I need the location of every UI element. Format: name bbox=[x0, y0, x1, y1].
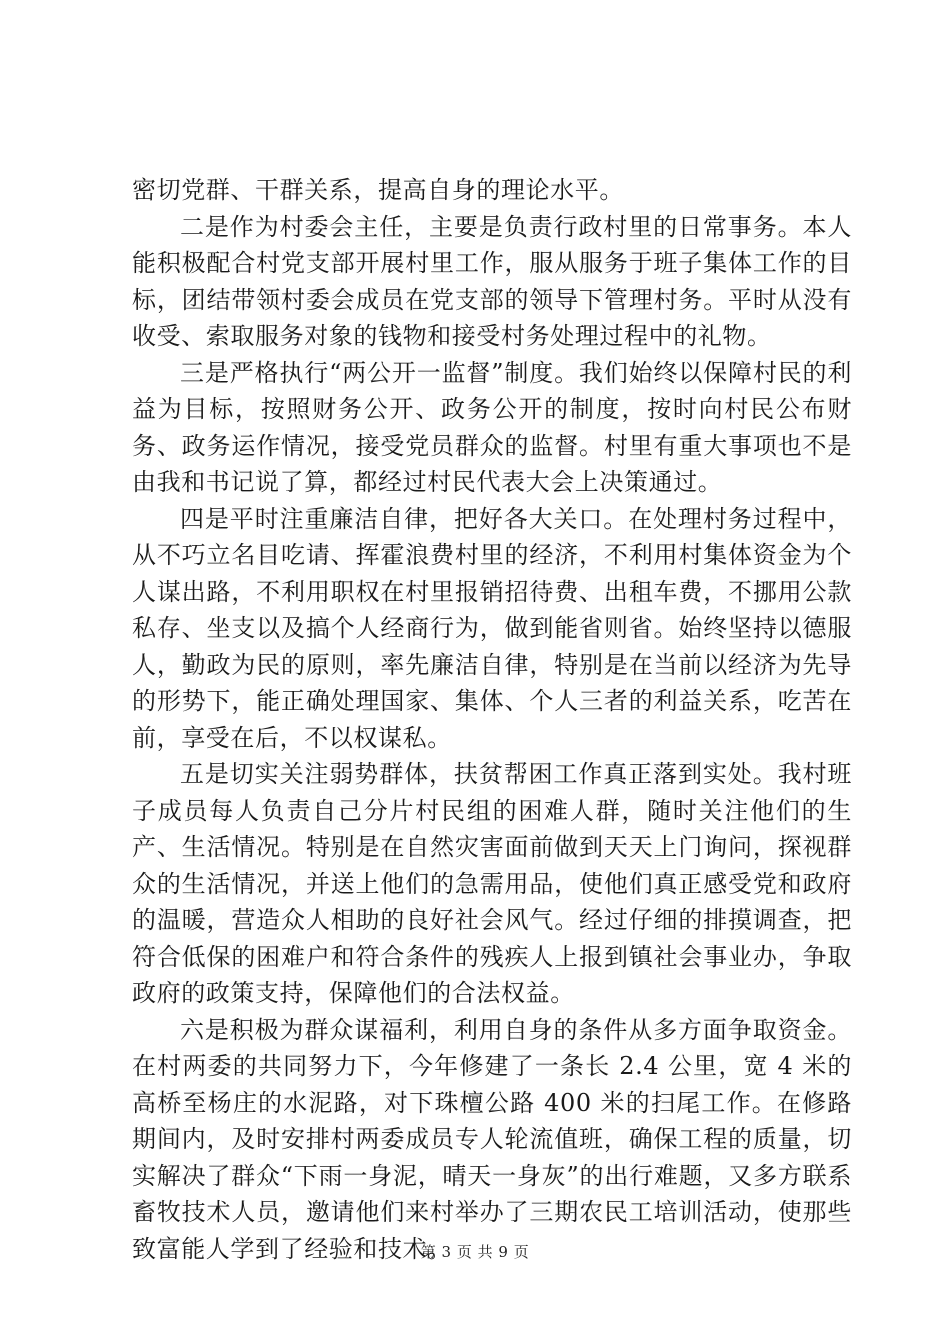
paragraph-item-four: 四是平时注重廉洁自律，把好各大关口。在处理村务过程中，从不巧立名目吃请、挥霍浪费村里的经济，不利用村集体资金为个人谋出路，不利用职权在村里报销招待费、出租车费，不挪用公款私存、坐支以及搞个人经商行为，做到能省则省。始终坚持以德服人，勤政为民的原则，率先廉洁自律，特别是在当前以经济为先导的形势下，能正确处理国家、集体、个人三者的利益关系，吃苦在前，享受在后，不以权谋私。 bbox=[132, 504, 852, 752]
paragraph-item-two: 二是作为村委会主任，主要是负责行政村里的日常事务。本人能积极配合村党支部开展村里工作，服从服务于班子集体工作的目标，团结带领村委会成员在党支部的领导下管理村务。平时从没有收受、索取服务对象的钱物和接受村务处理过程中的礼物。 bbox=[132, 212, 852, 350]
page-number-footer: 第 3 页 共 9 页 bbox=[420, 1243, 530, 1261]
document-body bbox=[132, 172, 852, 1267]
paragraph-continuation: 密切党群、干群关系，提高自身的理论水平。 bbox=[132, 176, 624, 204]
paragraph-item-six: 六是积极为群众谋福利，利用自身的条件从多方面争取资金。在村两委的共同努力下，今年修建了一条长 2.4 公里，宽 4 米的高桥至杨庄的水泥路，对下珠檀公路 400 米的扫尾工作。在修路期间内，及时安排村两委成员专人轮流值班，确保工程的质量，切实解决了群众“下雨一身泥，晴天一身灰”的出行难题，又多方联系畜牧技术人员，邀请他们来村举办了三期农民工培训活动，使那些致富能人学到了经验和技术。 bbox=[132, 1015, 852, 1263]
paragraph-item-five: 五是切实关注弱势群体，扶贫帮困工作真正落到实处。我村班子成员每人负责自己分片村民组的困难人群，随时关注他们的生产、生活情况。特别是在自然灾害面前做到天天上门询问，探视群众的生活情况，并送上他们的急需用品，使他们真正感受党和政府的温暖，营造众人相助的良好社会风气。经过仔细的排摸调查，把符合低保的困难户和符合条件的残疾人上报到镇社会事业办，争取政府的政策支持，保障他们的合法权益。 bbox=[132, 760, 852, 1007]
paragraph-item-three: 三是严格执行“两公开一监督”制度。我们始终以保障村民的利益为目标，按照财务公开、政务公开的制度，按时向村民公布财务、政务运作情况，接受党员群众的监督。村里有重大事项也不是由我和书记说了算，都经过村民代表大会上决策通过。 bbox=[132, 358, 852, 496]
